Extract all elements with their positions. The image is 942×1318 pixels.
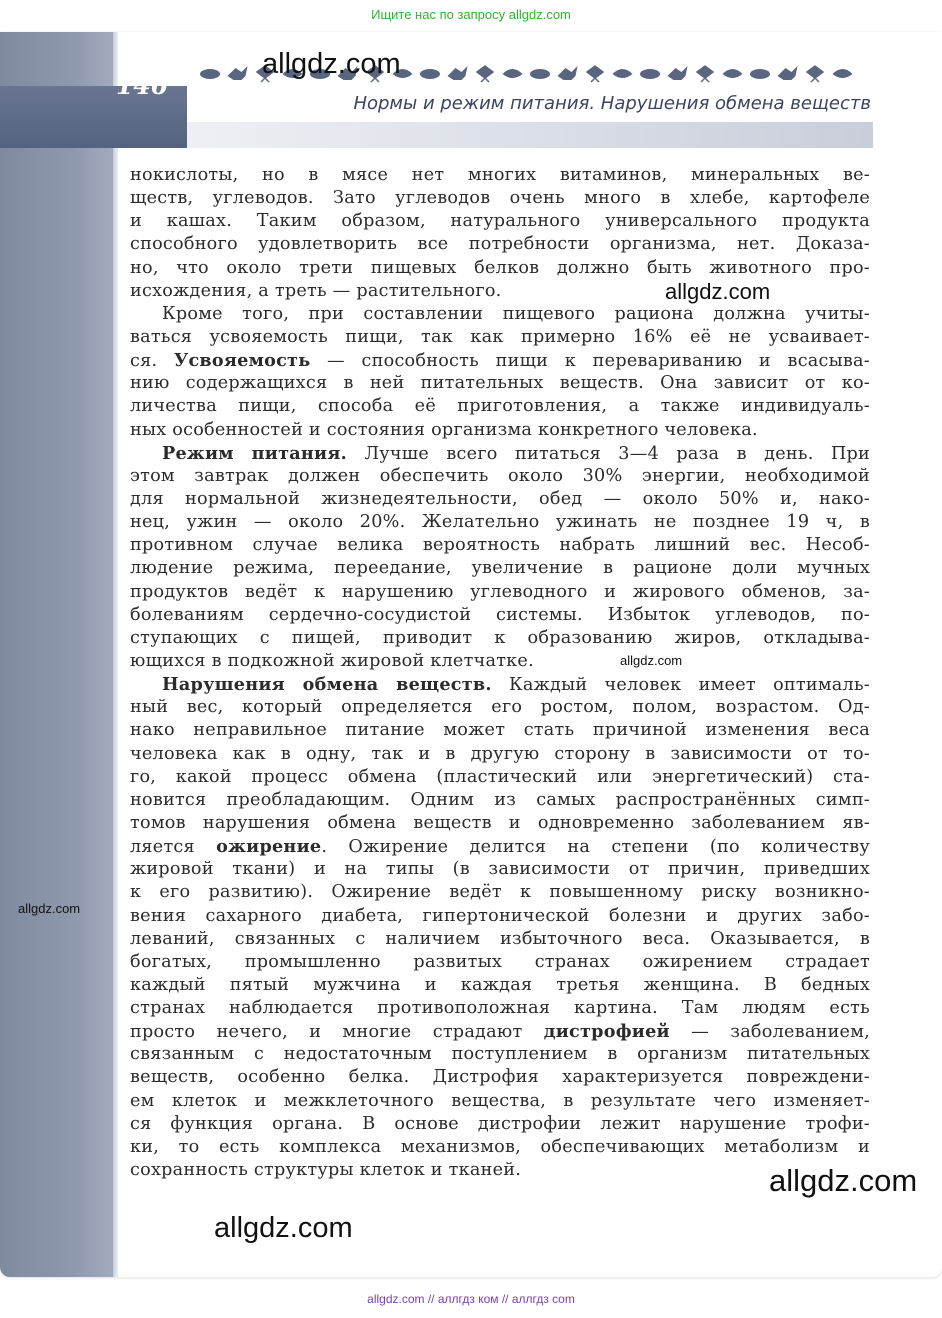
text-line: нокислоты, но в мясе нет многих витаминов, минеральных ве- xyxy=(130,165,870,185)
text-line: и кашах. Таким образом, натурального универсального продукта xyxy=(130,211,870,232)
side-strip-edge xyxy=(113,32,118,1277)
body-text xyxy=(130,164,870,1182)
watermark-right: allgdz.com xyxy=(769,1163,918,1198)
watermark-side: allgdz.com xyxy=(18,901,81,916)
running-title: Нормы и режим питания. Нарушения обмена веществ xyxy=(353,93,871,114)
top-banner: Ищите нас по запросу allgdz.com xyxy=(371,7,571,22)
animal-icon xyxy=(503,69,523,78)
watermark-bottom: allgdz.com xyxy=(214,1212,353,1244)
animal-icon xyxy=(558,66,578,80)
animal-icon xyxy=(477,66,493,82)
text-line xyxy=(130,349,870,372)
animal-icon xyxy=(530,69,550,79)
text-line: Кроме того, при составлении пищевого рациона должна учиты- xyxy=(162,303,870,324)
text-line: ки, то есть комплекса механизмов, обеспечивающих метаболизм и xyxy=(130,1136,870,1157)
text-line: новится преобладающим. Одним из самых распространённых симп- xyxy=(130,789,870,810)
text-run: — заболеванием, xyxy=(669,1022,870,1043)
text-run: Лучше всего питаться 3—4 раза в день. При xyxy=(346,443,870,464)
animal-icon xyxy=(668,66,688,80)
text-line: этом завтрак должен обеспечить около 30% энергии, необходимой xyxy=(130,465,870,486)
text-line: к его развитию). Ожирение ведёт к повышенному риску возникно- xyxy=(130,882,870,903)
text-line: ем клеток и межклеточного вещества, в результате чего изменяет- xyxy=(130,1090,870,1111)
text-line: продуктов ведёт к нарушению углеводного и жирового обменов, за- xyxy=(130,581,870,602)
text-line: ный вес, который определяется его ростом, полом, возрастом. Од- xyxy=(130,697,870,718)
text-line: но, что около трети пищевых белков должно быть животного про- xyxy=(130,257,870,278)
animal-icon xyxy=(587,66,603,82)
text-line: ществ, углеводов. Зато углеводов очень много в хлебе, картофеле xyxy=(130,188,870,209)
animal-icon xyxy=(200,69,220,79)
text-line xyxy=(130,1020,870,1043)
bold-term: дистрофией xyxy=(543,1021,670,1043)
watermark-middle: allgdz.com xyxy=(665,279,771,304)
text-line: го, какой процесс обмена (пластический или энергетический) ста- xyxy=(130,766,870,787)
text-line xyxy=(130,673,870,696)
text-run: . Ожирение делится на степени (по количеству xyxy=(321,837,870,858)
text-line: связанным с недостаточным поступлением в организм питательных xyxy=(130,1044,870,1065)
bold-term: Нарушения обмена веществ. xyxy=(162,674,492,696)
text-line: вения сахарного диабета, гипертонической болезни и других забо- xyxy=(130,905,870,926)
text-line: ваться усвояемость пищи, так как примерно 16% её не усваивает- xyxy=(130,326,870,347)
text-line: сохранность структуры клеток и тканей. xyxy=(130,1160,522,1181)
text-line: леваний, связанных с наличием избыточного веса. Оказывается, в xyxy=(130,928,870,949)
text-line: болеваниям сердечно-сосудистой системы. Избыток углеводов, по- xyxy=(130,604,870,625)
text-line: исхождения, а треть — растительного. xyxy=(130,280,502,301)
animal-icon xyxy=(807,66,823,82)
animal-icon xyxy=(833,69,853,78)
text-line: нец, ужин — около 20%. Желательно ужинать не позднее 19 ч, в xyxy=(130,512,870,533)
footer-links[interactable]: allgdz.com // аллгдз ком // аллгдз com xyxy=(367,1292,575,1306)
animal-icon xyxy=(778,66,798,80)
animal-icon xyxy=(420,69,440,79)
text-run: — способность пищи к перевариванию и всасыва- xyxy=(310,351,870,372)
text-line xyxy=(130,442,870,465)
text-line: человека как в одну, так и в другую сторону в зависимости от то- xyxy=(130,743,870,764)
animal-icon xyxy=(448,66,468,80)
animal-icon xyxy=(697,66,713,82)
bold-term: Усвояемость xyxy=(173,350,311,372)
text-line: странах наблюдается противоположная картина. Там людям есть xyxy=(130,998,870,1019)
animal-icon xyxy=(750,69,770,79)
side-strip xyxy=(0,32,117,1277)
bold-term: Режим питания. xyxy=(162,442,347,464)
watermark-top: allgdz.com xyxy=(262,48,401,80)
animal-icon xyxy=(640,69,660,79)
animal-icon xyxy=(723,69,743,78)
text-run: ляется xyxy=(130,837,217,858)
text-run: Каждый человек имеет оптималь- xyxy=(491,675,870,696)
text-line: томов нарушения обмена веществ и одновременно заболеванием яв- xyxy=(130,812,870,833)
text-line: ся функция органа. В основе дистрофии лежит нарушение трофи- xyxy=(130,1113,870,1134)
text-line: нию содержащихся в ней питательных веществ. Она зависит от ко- xyxy=(130,373,870,394)
text-line: каждый пятый мужчина и каждая третья женщина. В бедных xyxy=(130,974,870,995)
animal-icon xyxy=(228,66,248,80)
text-line: веществ, особенно белка. Дистрофия характеризуется повреждени- xyxy=(130,1067,870,1088)
text-line: жировой ткани) и на типы (в зависимости от причин, приведших xyxy=(130,859,870,880)
text-line: ступающих с пищей, приводит к образованию жиров, откладыва- xyxy=(130,627,870,648)
text-line: ющихся в подкожной жировой клетчатке. xyxy=(130,650,534,671)
watermark-small: allgdz.com xyxy=(620,653,683,668)
animal-icon xyxy=(613,69,633,78)
text-line: нако неправильное питание может стать причиной изменения веса xyxy=(130,720,870,741)
header-band xyxy=(187,122,873,148)
text-line: ных особенностей и состояния организма конкретного человека. xyxy=(130,419,758,440)
text-line: способного удовлетворить все потребности организма, нет. Доказа- xyxy=(130,234,870,255)
text-line: противном случае велика вероятность набрать лишний вес. Несоб- xyxy=(130,535,870,556)
page-number: 146 xyxy=(116,71,169,100)
text-run: просто нечего, и многие страдают xyxy=(130,1022,544,1043)
bold-term: ожирение xyxy=(216,836,322,858)
text-line: для нормальной жизнедеятельности, обед — около 50% и, нако- xyxy=(130,488,870,509)
text-line: богатых, промышленно развитых странах ожирением страдает xyxy=(130,951,870,972)
text-line xyxy=(130,835,870,858)
text-run: ся. xyxy=(130,351,174,372)
text-line: людение режима, переедание, увеличение в рационе доли мучных xyxy=(130,558,870,579)
text-line: личества пищи, способа её приготовления, а также индивидуаль- xyxy=(130,396,870,417)
